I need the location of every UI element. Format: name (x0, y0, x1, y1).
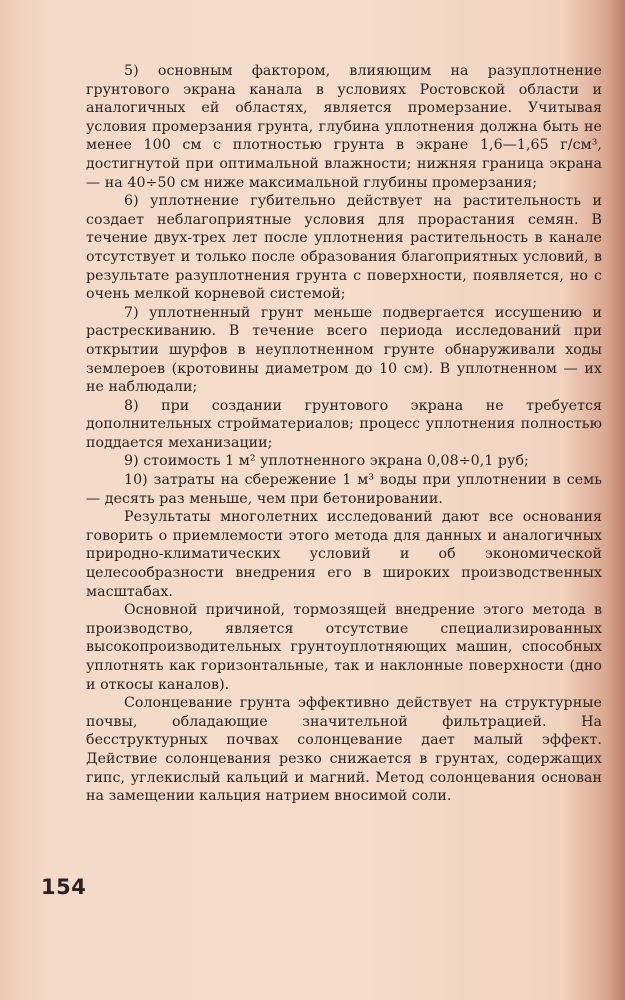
paragraph-item-7: 7) уплотненный грунт меньше подвергается иссушению и растрескиванию. В течение всего периода исследований при открытии шурфов в неуплотненном грунте обнаруживали ходы землероев (кротовины диаметром до 10 см). В уплотненном — их не наблюдали; (86, 304, 602, 396)
paragraph-item-6: 6) уплотнение губительно действует на растительность и создает неблагоприятные условия для прорастания семян. В течение двух-трех лет после уплотнения растительность в канале отсутствует и только после образования благоприятных условий, в результате разуплотнения грунта с поверхности, появляется, но с очень мелкой корневой системой; (86, 193, 602, 303)
paragraph-salinization: Солонцевание грунта эффективно действует на структурные почвы, обладающие значительной фильтрацией. На бесструктурных почвах солонцевание дает малый эффект. Действие солонцевания резко снижается в грунтах, содержащих гипс, углекислый кальций и магний. Метод солонцевания основан на замещении кальция натрием вносимой соли. (86, 695, 602, 805)
paragraph-item-9: 9) стоимость 1 м² уплотненного экрана 0,08÷0,1 руб; (124, 453, 529, 470)
page-edge-shadow (607, 0, 625, 1000)
body-text (86, 62, 602, 806)
paragraph-main-reason: Основной причиной, тормозящей внедрение этого метода в производство, является отсутствие специализированных высокопроизводительных грунтоуплотняющих машин, способных уплотнять как горизонтальные, так и наклонные поверхности (дно и откосы каналов). (86, 602, 602, 693)
paragraph-item-8: 8) при создании грунтового экрана не требуется дополнительных стройматериалов; процесс уплотнения полностью поддается механизации; (86, 397, 602, 451)
paragraph-results: Результаты многолетних исследований дают все основания говорить о приемлемости этого метода для данных и аналогичных природно-климатических условий и об экономической целесообразности внедрения его в широких производственных масштабах. (86, 509, 602, 600)
page-number: 154 (41, 875, 87, 899)
paragraph-item-10: 10) затраты на сбережение 1 м³ воды при уплотнении в семь — десять раз меньше, чем при бетонировании. (86, 472, 602, 507)
paragraph-item-5: 5) основным фактором, влияющим на разуплотнение грунтового экрана канала в условиях Ростовской области и аналогичных ей областях, является промерзание. Учитывая условия промерзания грунта, глубина уплотнения должна быть не менее 100 см с плотностью грунта в экране 1,6—1,65 г/см³, достигнутой при оптимальной влажности; нижняя граница экрана — на 40÷50 см ниже максимальной глубины промерзания; (86, 63, 602, 191)
